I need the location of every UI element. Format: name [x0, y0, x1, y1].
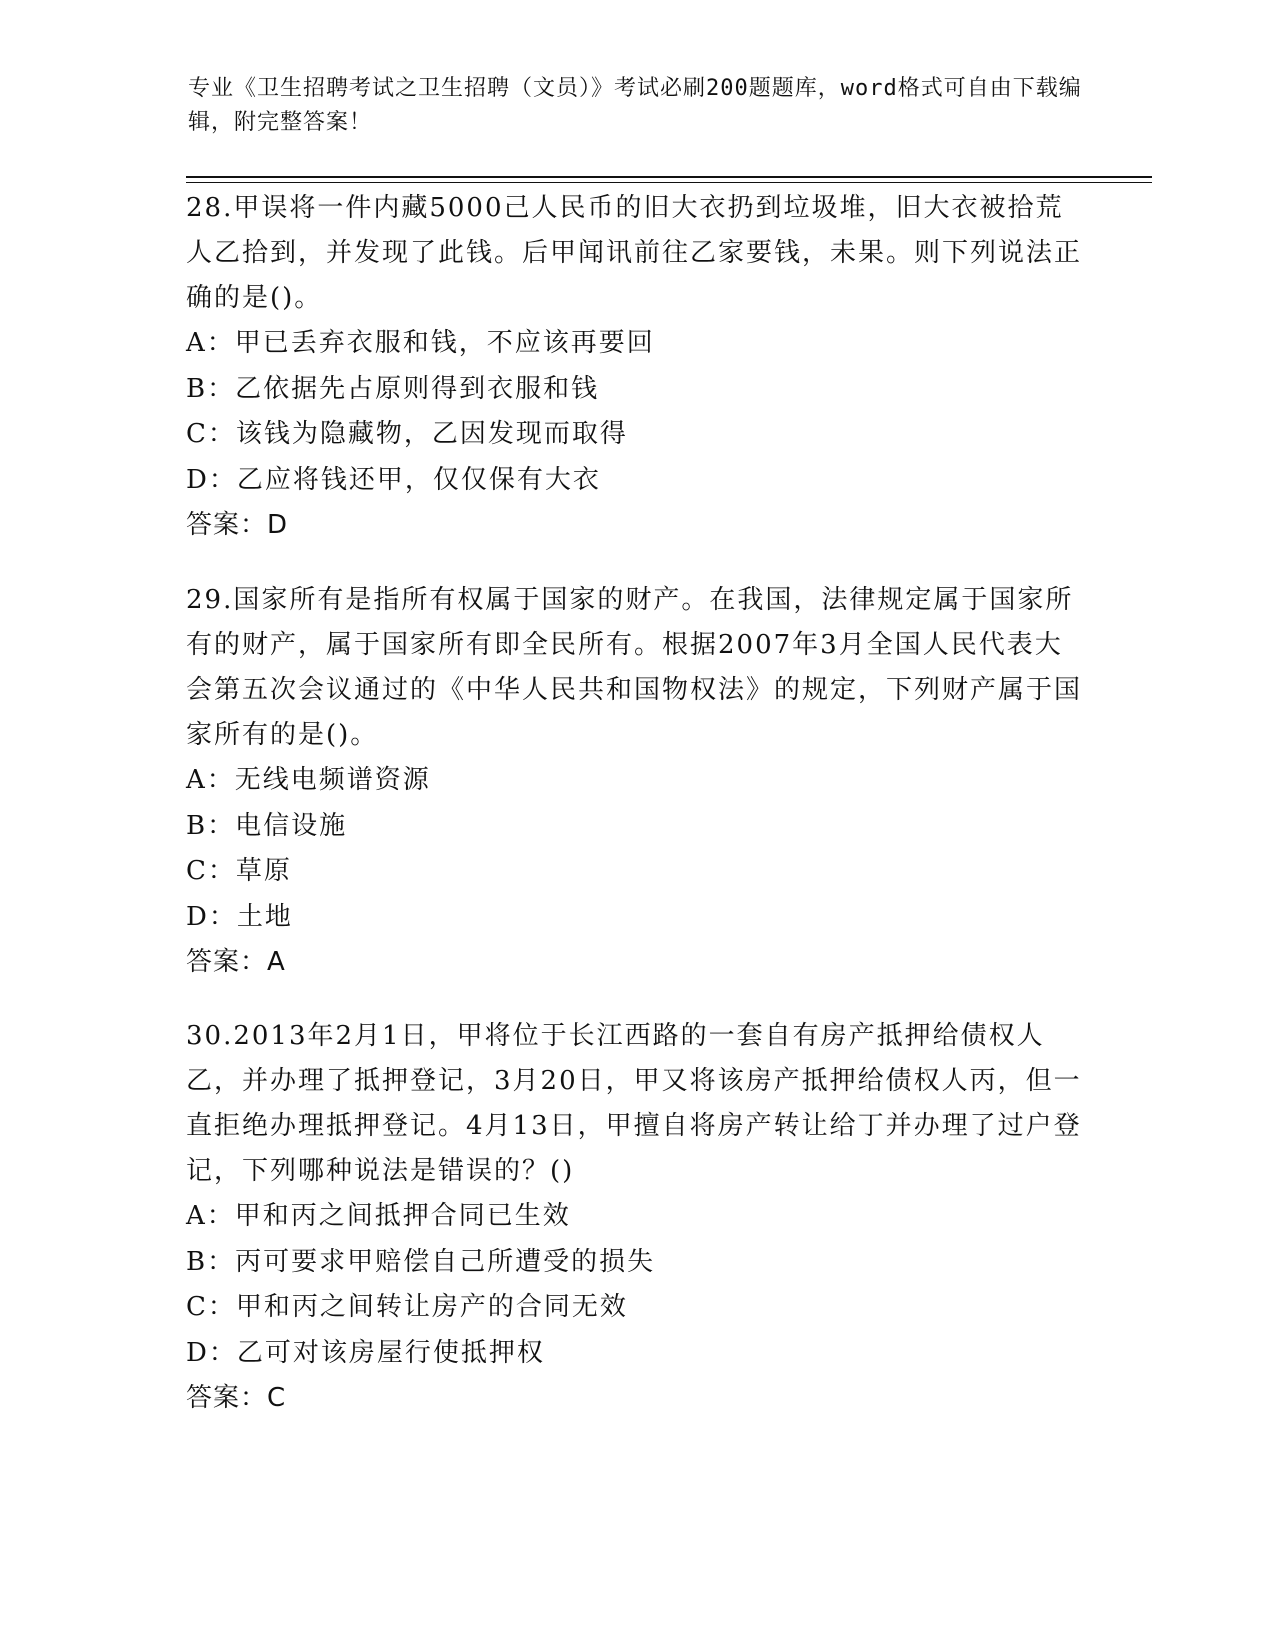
- option-c: C：该钱为隐藏物，乙因发现而取得: [186, 419, 628, 449]
- header-divider-thick: [186, 176, 1152, 178]
- question-stem: 29.国家所有是指所有权属于国家的财产。在我国，法律规定属于国家所有的财产，属于国家所有即全民所有。根据2007年3月全国人民代表大会第五次会议通过的《中华人民共和国物权法》的规定，下列财产属于国家所有的是()。: [186, 585, 1083, 750]
- option-a: A：甲和丙之间抵押合同已生效: [186, 1201, 571, 1231]
- answer-label: 答案：C: [186, 1383, 287, 1413]
- header-divider-thin: [186, 182, 1152, 183]
- option-b: B：丙可要求甲赔偿自己所遭受的损失: [186, 1246, 656, 1277]
- option-b: B：乙依据先占原则得到衣服和钱: [186, 373, 600, 404]
- question-stem: 28.甲误将一件内藏5000己人民币的旧大衣扔到垃圾堆，旧大衣被拾荒人乙拾到，并发现了此钱。后甲闻讯前往乙家要钱，未果。则下列说法正确的是()。: [186, 193, 1083, 313]
- option-a: A：无线电频谱资源: [186, 765, 431, 795]
- document-header: 专业《卫生招聘考试之卫生招聘（文员）》考试必刷200题题库，word格式可自由下载编辑，附完整答案！: [188, 76, 1082, 135]
- option-c: C：草原: [186, 856, 292, 886]
- question-30: [186, 1014, 1086, 1421]
- option-d: D：乙可对该房屋行使抵押权: [186, 1337, 545, 1368]
- answer-label: 答案：D: [186, 510, 289, 540]
- answer-label: 答案：A: [186, 947, 286, 977]
- option-d: D：乙应将钱还甲，仅仅保有大衣: [186, 464, 601, 495]
- option-b: B：电信设施: [186, 810, 348, 841]
- option-d: D：土地: [186, 901, 293, 932]
- question-29: [186, 578, 1086, 985]
- option-a: A：甲已丢弃衣服和钱，不应该再要回: [186, 328, 655, 358]
- question-28: [186, 186, 1086, 548]
- question-stem: 30.2013年2月1日，甲将位于长江西路的一套自有房产抵押给债权人乙，并办理了抵押登记，3月20日，甲又将该房产抵押给债权人丙，但一直拒绝办理抵押登记。4月13日，甲擅自将房产转让给丁并办理了过户登记，下列哪种说法是错误的？(): [186, 1021, 1082, 1186]
- option-c: C：甲和丙之间转让房产的合同无效: [186, 1292, 628, 1322]
